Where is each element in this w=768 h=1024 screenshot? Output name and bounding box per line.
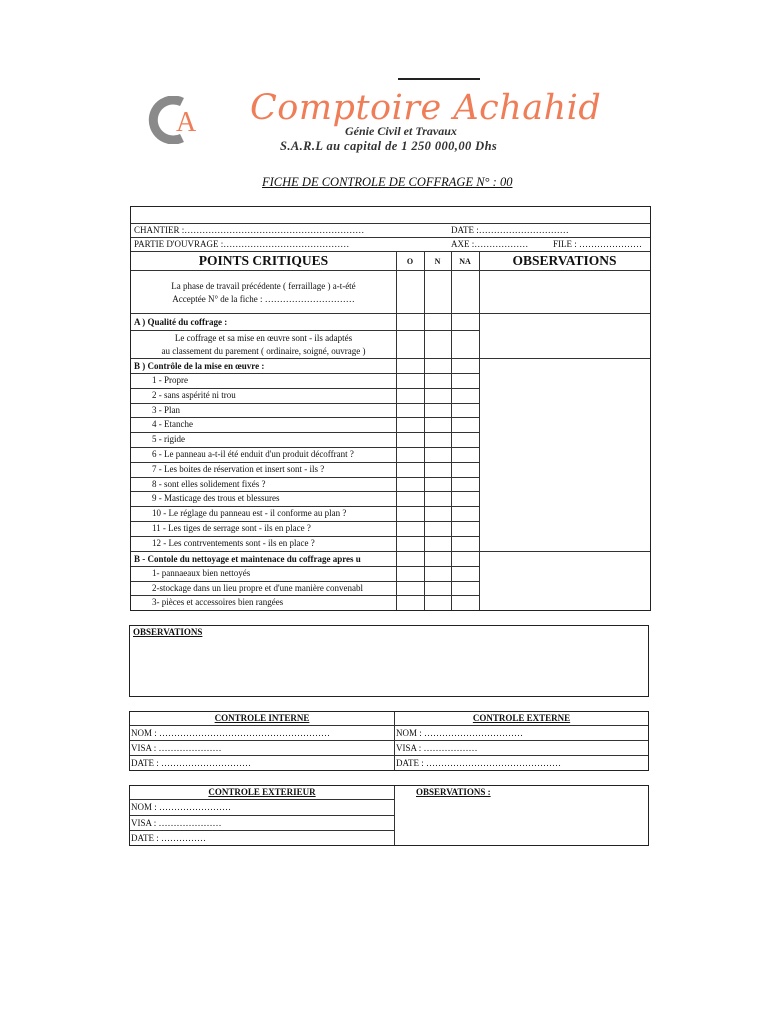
checkbox-na[interactable] bbox=[452, 418, 479, 432]
checklist-item: 11 - Les tiges de serrage sont - ils en place ? bbox=[152, 523, 311, 533]
checkbox-na[interactable] bbox=[452, 433, 479, 447]
checkbox-na[interactable] bbox=[452, 492, 479, 506]
checklist-item: 1 - Propre bbox=[152, 375, 188, 385]
checkbox-n[interactable] bbox=[425, 537, 451, 551]
checkbox-o[interactable] bbox=[397, 433, 424, 447]
checkbox-o[interactable] bbox=[397, 507, 424, 521]
checkbox-n[interactable] bbox=[425, 492, 451, 506]
checkbox-o[interactable] bbox=[397, 389, 424, 403]
section-c-title: B - Contole du nettoyage et maintenace du coffrage apres u bbox=[134, 554, 361, 564]
col-o-header: O bbox=[406, 257, 414, 266]
date-field[interactable]: DATE :………………………… bbox=[451, 225, 569, 235]
checkbox-o[interactable] bbox=[397, 537, 424, 551]
checkbox-n[interactable] bbox=[425, 567, 451, 581]
checkbox-n[interactable] bbox=[425, 404, 451, 418]
checkbox-o[interactable] bbox=[397, 418, 424, 432]
controle-interne-title: CONTROLE INTERNE bbox=[214, 713, 310, 723]
controle-externe-date[interactable]: DATE : ……………………………………… bbox=[396, 758, 561, 768]
section-a-line-2: au classement du parement ( ordinaire, soigné, ouvrage ) bbox=[161, 346, 366, 356]
checkbox-na[interactable] bbox=[452, 374, 479, 388]
checkbox-o[interactable] bbox=[397, 448, 424, 462]
checkbox-na[interactable] bbox=[452, 478, 479, 492]
checkbox-o[interactable] bbox=[397, 596, 424, 610]
checkbox-na[interactable] bbox=[452, 507, 479, 521]
checklist-item: 8 - sont elles solidement fixés ? bbox=[152, 478, 266, 489]
observations-final-title: OBSERVATIONS : bbox=[416, 787, 491, 797]
intro-line-1: La phase de travail précédente ( ferraillage ) a-t-été bbox=[171, 281, 356, 291]
checkbox-o[interactable] bbox=[397, 404, 424, 418]
checkbox-n[interactable] bbox=[425, 522, 451, 536]
checkbox-n[interactable] bbox=[425, 507, 451, 521]
col-na-header: NA bbox=[459, 257, 471, 266]
checkbox-na[interactable] bbox=[452, 404, 479, 418]
checkbox-o[interactable] bbox=[397, 522, 424, 536]
axe-field[interactable]: AXE :……………… bbox=[451, 239, 529, 249]
intro-line-2: Acceptée N° de la fiche : ………………………… bbox=[172, 294, 355, 304]
controle-exterieur-date[interactable]: DATE : …………… bbox=[131, 833, 206, 843]
checkbox-n[interactable] bbox=[425, 418, 451, 432]
checklist-item: 7 - Les boites de réservation et insert sont - ils ? bbox=[152, 463, 325, 474]
checklist-item: 6 - Le panneau a-t-il été enduit d'un produit décoffrant ? bbox=[152, 449, 354, 459]
checkbox-na[interactable] bbox=[452, 522, 479, 536]
company-logo bbox=[142, 96, 206, 144]
checkbox-na[interactable] bbox=[452, 582, 479, 596]
section-a-line-1: Le coffrage et sa mise en œuvre sont - ils adaptés bbox=[174, 333, 353, 343]
checkbox-na[interactable] bbox=[452, 448, 479, 462]
checkbox-o[interactable] bbox=[397, 492, 424, 506]
svg-text:A: A bbox=[176, 107, 197, 138]
checkbox-n[interactable] bbox=[425, 596, 451, 610]
observations-header: OBSERVATIONS bbox=[512, 253, 617, 268]
checkbox-na[interactable] bbox=[452, 463, 479, 477]
document-title: FICHE DE CONTROLE DE COFFRAGE N° : 00 bbox=[262, 175, 513, 189]
company-legal: S.A.R.L au capital de 1 250 000,00 Dhs bbox=[280, 139, 498, 153]
controle-exterieur-visa[interactable]: VISA : ………………… bbox=[131, 818, 222, 828]
checklist-item: 5 - rigide bbox=[152, 434, 185, 445]
section-a-title: A ) Qualité du coffrage : bbox=[134, 317, 228, 327]
checkbox-na[interactable] bbox=[452, 389, 479, 403]
observations-box[interactable] bbox=[129, 625, 649, 697]
partie-ouvrage-field[interactable]: PARTIE D'OUVRAGE :…………………………………… bbox=[134, 239, 350, 249]
checklist-item: 2-stockage dans un lieu propre et d'une manière convenabl bbox=[152, 582, 364, 593]
checkbox-n[interactable] bbox=[425, 478, 451, 492]
top-rule bbox=[398, 78, 480, 80]
checklist-item: 12 - Les contrventements sont - ils en place ? bbox=[152, 537, 315, 548]
controle-externe-title: CONTROLE EXTERNE bbox=[472, 713, 571, 723]
controle-interne-date[interactable]: DATE : ………………………… bbox=[131, 758, 251, 768]
checkbox-na[interactable] bbox=[452, 567, 479, 581]
checkbox-n[interactable] bbox=[425, 374, 451, 388]
checkbox-o[interactable] bbox=[397, 463, 424, 477]
checkbox-n[interactable] bbox=[425, 433, 451, 447]
controle-exterieur-title: CONTROLE EXTERIEUR bbox=[208, 787, 316, 797]
checklist-item: 2 - sans aspérité ni trou bbox=[152, 389, 236, 400]
company-name: Comptoire Achahid bbox=[250, 88, 602, 128]
checkbox-o[interactable] bbox=[397, 567, 424, 581]
checkbox-n[interactable] bbox=[425, 582, 451, 596]
controle-interne-nom[interactable]: NOM : ………………………………………………… bbox=[131, 728, 331, 738]
controle-externe-nom[interactable]: NOM : …………………………… bbox=[396, 728, 524, 738]
checklist-item: 4 - Etanche bbox=[152, 419, 193, 430]
checklist-item: 10 - Le réglage du panneau est - il conforme au plan ? bbox=[152, 508, 347, 519]
checkbox-o[interactable] bbox=[397, 478, 424, 492]
observations-box-title: OBSERVATIONS bbox=[133, 627, 203, 637]
file-field[interactable]: FILE : ………………… bbox=[553, 239, 642, 249]
section-b-title: B ) Contrôle de la mise en œuvre : bbox=[134, 361, 265, 371]
chantier-field[interactable]: CHANTIER :…………………………………………………… bbox=[134, 225, 365, 235]
checklist-item: 3- pièces et accessoires bien rangées bbox=[152, 597, 284, 608]
controle-exterieur-nom[interactable]: NOM : …………………… bbox=[131, 802, 232, 812]
checklist-item: 3 - Plan bbox=[152, 404, 180, 415]
company-tagline: Génie Civil et Travaux bbox=[345, 124, 457, 138]
checklist-item: 1- pannaeaux bien nettoyés bbox=[152, 568, 251, 578]
checkbox-n[interactable] bbox=[425, 389, 451, 403]
checklist-item: 9 - Masticage des trous et blessures bbox=[152, 493, 280, 504]
points-critiques-header: POINTS CRITIQUES bbox=[198, 253, 329, 268]
checkbox-n[interactable] bbox=[425, 448, 451, 462]
checkbox-o[interactable] bbox=[397, 582, 424, 596]
controle-externe-visa[interactable]: VISA : ……………… bbox=[396, 743, 478, 753]
checkbox-n[interactable] bbox=[425, 463, 451, 477]
checkbox-na[interactable] bbox=[452, 537, 479, 551]
controle-interne-visa[interactable]: VISA : ………………… bbox=[131, 743, 222, 753]
col-n-header: N bbox=[434, 257, 441, 266]
checkbox-o[interactable] bbox=[397, 374, 424, 388]
checkbox-na[interactable] bbox=[452, 596, 479, 610]
